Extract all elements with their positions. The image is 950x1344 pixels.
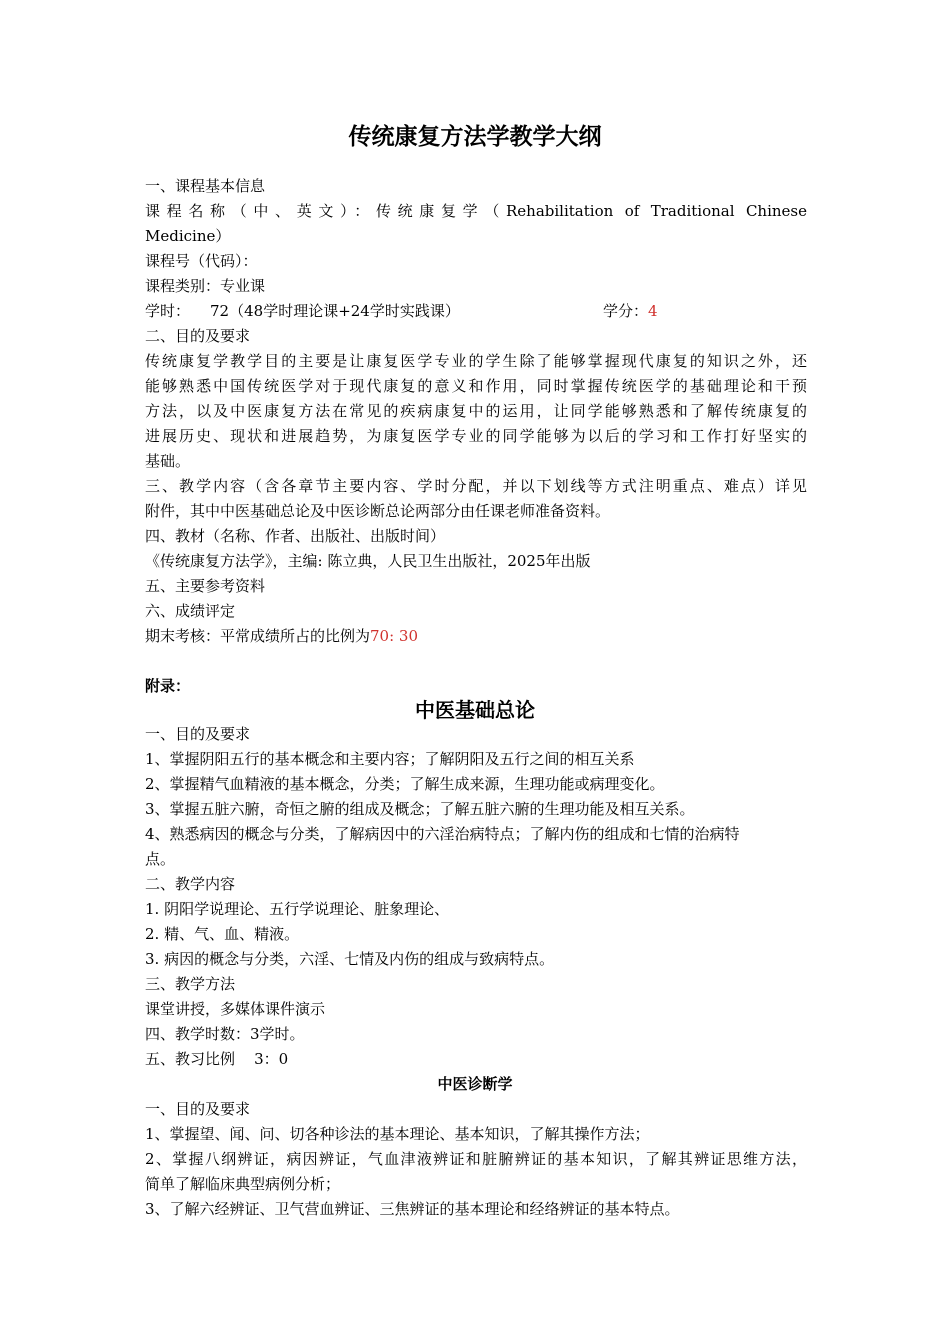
section-2-line: 能够熟悉中国传统医学对于现代康复的意义和作用，同时掌握传统医学的基础理论和干预 <box>145 377 807 395</box>
section-2-line: 方法，以及中医康复方法在常见的疾病康复中的运用，让同学能够熟悉和了解传统康复的 <box>145 402 807 420</box>
course-code: 课程号（代码）： <box>145 252 258 270</box>
appendix-line: 2、掌握精气血精液的基本概念，分类；了解生成来源，生理功能或病理变化。 <box>145 775 665 793</box>
course-type: 课程类别：专业课 <box>145 277 266 295</box>
appendix-line: 4、熟悉病因的概念与分类，了解病因中的六淫治病特点；了解内伤的组成和七情的治病特 <box>145 825 740 843</box>
section-3-line-1: 三、教学内容（含各章节主要内容、学时分配，并以下划线等方式注明重点、难点）详见 <box>145 477 807 495</box>
textbook-info: 《传统康复方法学》，主编: 陈立典，人民卫生出版社，2025年出版 <box>145 552 591 570</box>
course-name-line-1: 课程名称（中、英文）：传统康复学（Rehabilitation of Traditional Chinese <box>145 202 807 220</box>
appendix-line: 1. 阴阳学说理论、五行学说理论、脏象理论、 <box>145 900 450 918</box>
section-2-line: 传统康复学教学目的主要是让康复医学专业的学生除了能够掌握现代康复的知识之外，还 <box>145 352 807 370</box>
credit-label: 学分： <box>603 302 649 320</box>
appendix-line: 三、教学方法 <box>145 975 236 993</box>
appendix-title: 中医基础总论 <box>415 698 535 722</box>
section-3-line-2: 附件，其中中医基础总论及中医诊断总论两部分由任课老师准备资料。 <box>145 502 611 520</box>
hours-value: 72（48学时理论课+24学时实践课） <box>210 302 460 320</box>
grading-label: 期末考核：平常成绩所占的比例为 <box>145 627 371 645</box>
section-6-heading: 六、成绩评定 <box>145 602 236 620</box>
appendix-label: 附录： <box>145 677 191 695</box>
section-2-line: 进展历史、现状和进展趋势，为康复医学专业的同学能够为以后的学习和工作打好坚实的 <box>145 427 807 445</box>
document-title: 传统康复方法学教学大纲 <box>348 124 602 150</box>
diagnosis-line: 1、掌握望、闻、问、切各种诊法的基本理论、基本知识，了解其操作方法； <box>145 1125 650 1143</box>
section-2-line: 基础。 <box>145 452 191 470</box>
section-2-heading: 二、目的及要求 <box>145 327 251 345</box>
diagnosis-line: 2、掌握八纲辨证，病因辨证，气血津液辨证和脏腑辨证的基本知识，了解其辨证思维方法， <box>145 1150 807 1168</box>
appendix-line: 四、教学时数：3学时。 <box>145 1025 305 1043</box>
hours-label: 学时： <box>145 302 191 320</box>
appendix-line: 五、教习比例 3：0 <box>145 1050 289 1068</box>
appendix-line: 3. 病因的概念与分类，六淫、七情及内伤的组成与致病特点。 <box>145 950 555 968</box>
appendix-line: 一、目的及要求 <box>145 725 251 743</box>
grading-ratio-line <box>145 624 807 648</box>
diagnosis-line: 一、目的及要求 <box>145 1100 251 1118</box>
course-name-line-2: Medicine） <box>145 227 231 245</box>
hours-credit-line <box>145 299 807 323</box>
appendix-line: 3、掌握五脏六腑，奇恒之腑的组成及概念；了解五脏六腑的生理功能及相互关系。 <box>145 800 695 818</box>
section-5-heading: 五、主要参考资料 <box>145 577 266 595</box>
appendix-line: 2. 精、气、血、精液。 <box>145 925 300 943</box>
diagnosis-line: 简单了解临床典型病例分析； <box>145 1175 341 1193</box>
appendix-line: 点。 <box>145 850 176 868</box>
diagnosis-title: 中医诊断学 <box>437 1075 513 1093</box>
grading-ratio: 70: 30 <box>370 627 419 645</box>
section-4-heading: 四、教材（名称、作者、出版社、出版时间） <box>145 527 446 545</box>
credit-value: 4 <box>648 302 658 320</box>
appendix-line: 二、教学内容 <box>145 875 236 893</box>
appendix-line: 课堂讲授，多媒体课件演示 <box>145 1000 326 1018</box>
section-1-heading: 一、课程基本信息 <box>145 177 266 195</box>
diagnosis-line: 3、了解六经辨证、卫气营血辨证、三焦辨证的基本理论和经络辨证的基本特点。 <box>145 1200 680 1218</box>
appendix-line: 1、掌握阴阳五行的基本概念和主要内容；了解阴阳及五行之间的相互关系 <box>145 750 635 768</box>
